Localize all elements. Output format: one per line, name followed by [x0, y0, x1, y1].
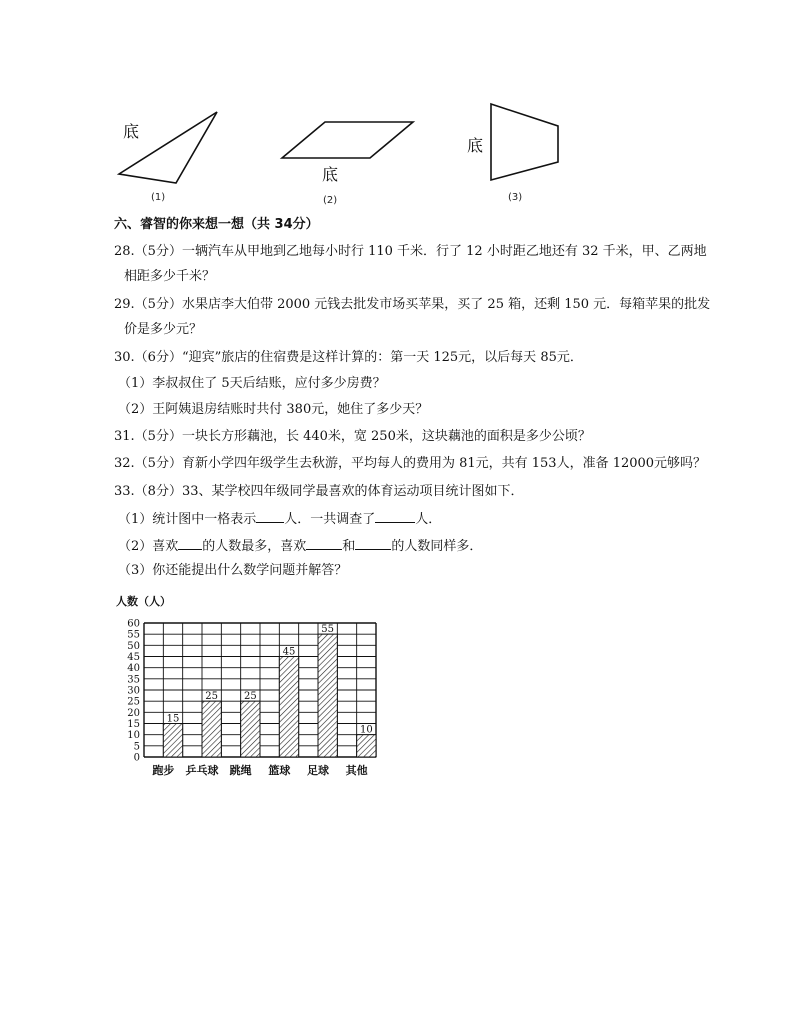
figure-number-2: (2)	[323, 195, 338, 206]
q33-sub2-part-d: 的人数同样多．	[391, 539, 483, 554]
q33-sub1-part-c: 人．	[415, 512, 442, 527]
y-tick-30: 30	[127, 685, 140, 697]
y-tick-50: 50	[127, 640, 140, 652]
question-29-line2: 价是多少元？	[124, 322, 203, 337]
y-tick-25: 25	[127, 696, 140, 708]
question-30-sub1: （1）李叔叔住了 5天后结账，应付多少房费？	[118, 376, 386, 391]
category-label-乒乓球: 乒乓球	[185, 764, 219, 777]
bar-篮球	[279, 657, 298, 758]
data-label-篮球: 45	[282, 646, 296, 658]
y-tick-15: 15	[127, 719, 140, 730]
q33-sub1-part-a: （1）统计图中一格表示	[118, 512, 257, 527]
bar-跑步	[163, 724, 182, 758]
triangle-base-label: 底	[123, 122, 140, 141]
y-tick-5: 5	[133, 741, 140, 753]
bar-足球	[318, 634, 337, 757]
bar-乒乓球	[202, 701, 221, 757]
category-label-跳绳: 跳绳	[229, 764, 252, 777]
chart-y-ticks	[127, 619, 140, 764]
y-tick-55: 55	[127, 629, 140, 641]
question-30-line1: 30.（6分）“迎宾”旅店的住宿费是这样计算的：第一天 125元，以后每天 85元．	[114, 350, 583, 365]
trapezoid-base-label: 底	[467, 136, 484, 155]
question-28-line2: 相距多少千米？	[124, 269, 216, 284]
question-33-line1: 33.（8分）33、某学校四年级同学最喜欢的体育运动项目统计图如下．	[114, 484, 524, 499]
question-33-sub3: （3）你还能提出什么数学问题并解答？	[118, 563, 348, 578]
y-tick-20: 20	[127, 707, 140, 719]
q33-sub1-part-b: 人．一共调查了	[284, 512, 376, 527]
figure-number-3: (3)	[508, 192, 523, 203]
chart-x-categories	[152, 763, 367, 777]
question-31-line1: 31.（5分）一块长方形藕池，长 440米，宽 250米，这块藕池的面积是多少公顷？	[114, 429, 591, 444]
question-28-line1: 28.（5分）一辆汽车从甲地到乙地每小时行 110 千米．行了 12 小时距乙地还有 32 千米，甲、乙两地	[114, 244, 707, 259]
category-label-其他: 其他	[345, 764, 368, 777]
category-label-足球: 足球	[307, 764, 329, 777]
q33-sub2-part-b: 的人数最多，喜欢	[202, 539, 307, 554]
chart-y-axis-label: 人数（人）	[116, 595, 171, 608]
question-32-line1: 32.（5分）育新小学四年级学生去秋游，平均每人的费用为 81元，共有 153人，准备 12000元够吗？	[114, 456, 707, 471]
y-tick-40: 40	[127, 663, 140, 675]
data-label-跳绳: 25	[243, 691, 257, 703]
category-label-篮球: 篮球	[268, 764, 291, 777]
category-label-跑步: 跑步	[152, 764, 175, 777]
y-tick-35: 35	[127, 674, 140, 686]
y-tick-0: 0	[133, 752, 140, 764]
q33-sub2-part-a: （2）喜欢	[118, 539, 179, 554]
section-title: 六、睿智的你来想一想（共 34分）	[114, 217, 319, 232]
bar-跳绳	[241, 701, 260, 757]
parallelogram-base-label: 底	[322, 165, 339, 184]
y-tick-60: 60	[127, 618, 140, 630]
figure-number-1: (1)	[151, 192, 166, 203]
y-tick-10: 10	[127, 730, 140, 742]
question-29-line1: 29.（5分）水果店李大伯带 2000 元钱去批发市场买苹果，买了 25 箱，还剩 150 元．每箱苹果的批发	[114, 297, 711, 312]
bar-其他	[357, 735, 376, 757]
data-label-其他: 10	[359, 724, 373, 736]
data-label-跑步: 15	[166, 713, 180, 725]
q33-sub2-part-c: 和	[342, 539, 356, 554]
data-label-乒乓球: 25	[205, 691, 219, 703]
y-tick-45: 45	[127, 652, 140, 663]
chart-bars	[163, 624, 376, 757]
question-30-sub2: （2）王阿姨退房结账时共付 380元，她住了多少天？	[118, 402, 429, 417]
data-label-足球: 55	[321, 624, 335, 636]
